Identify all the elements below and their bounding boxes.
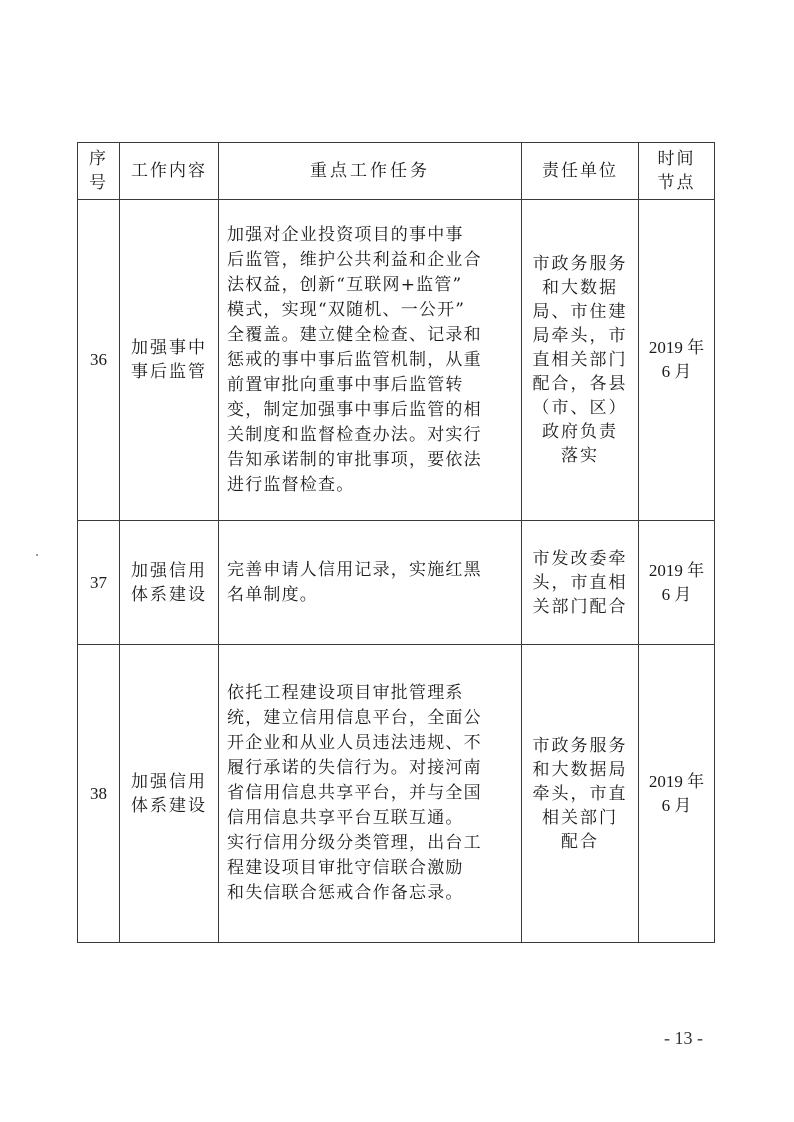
header-key-tasks: 重点工作任务 [219, 143, 522, 200]
row-index: 36 [78, 200, 120, 521]
table-row [78, 521, 715, 645]
page-number: - 13 - [664, 1028, 703, 1048]
table-row [78, 200, 715, 521]
row-work-content: 加强信用 体系建设 [120, 645, 219, 943]
task-table [77, 142, 715, 943]
header-responsible-unit: 责任单位 [522, 143, 639, 200]
row-index: 37 [78, 521, 120, 645]
row-deadline: 2019 年 6 月 [639, 200, 715, 521]
row-deadline: 2019 年 6 月 [639, 645, 715, 943]
header-deadline: 时间 节点 [639, 143, 715, 200]
row-key-tasks: 加强对企业投资项目的事中事 后监管，维护公共利益和企业合 法权益，创新“互联网+监管” 模式，实现“双随机、一公开” 全覆盖。建立健全检查、记录和 惩戒的事中事后监管机制，从重 前置审批向重事中事后监管转 变，制定加强事中事后监管的相 关制度和监督检查办法。对实行 告知承诺制的审批事项，要依法 进行监督检查。 [219, 200, 522, 521]
row-key-tasks: 完善申请人信用记录，实施红黑 名单制度。 [219, 521, 522, 645]
row-responsible-unit: 市政务服务 和大数据局 牵头，市直 相关部门 配合 [522, 645, 639, 943]
header-work-content: 工作内容 [120, 143, 219, 200]
row-deadline: 2019 年 6 月 [639, 521, 715, 645]
row-index: 38 [78, 645, 120, 943]
header-index: 序 号 [78, 143, 120, 200]
row-work-content: 加强事中 事后监管 [120, 200, 219, 521]
scan-speck [36, 554, 38, 556]
table-header-row [78, 143, 715, 200]
table-row [78, 645, 715, 943]
row-key-tasks: 依托工程建设项目审批管理系 统，建立信用信息平台，全面公 开企业和从业人员违法违规、不 履行承诺的失信行为。对接河南 省信用信息共享平台，并与全国 信用信息共享平台互联互通。 实行信用分级分类管理，出台工 程建设项目审批守信联合激励 和失信联合惩戒合作备忘录。 [219, 645, 522, 943]
row-responsible-unit: 市发改委牵 头，市直相 关部门配合 [522, 521, 639, 645]
row-responsible-unit: 市政务服务 和大数据 局、市住建 局牵头，市 直相关部门 配合，各县 （市、区） 政府负责 落实 [522, 200, 639, 521]
row-work-content: 加强信用 体系建设 [120, 521, 219, 645]
